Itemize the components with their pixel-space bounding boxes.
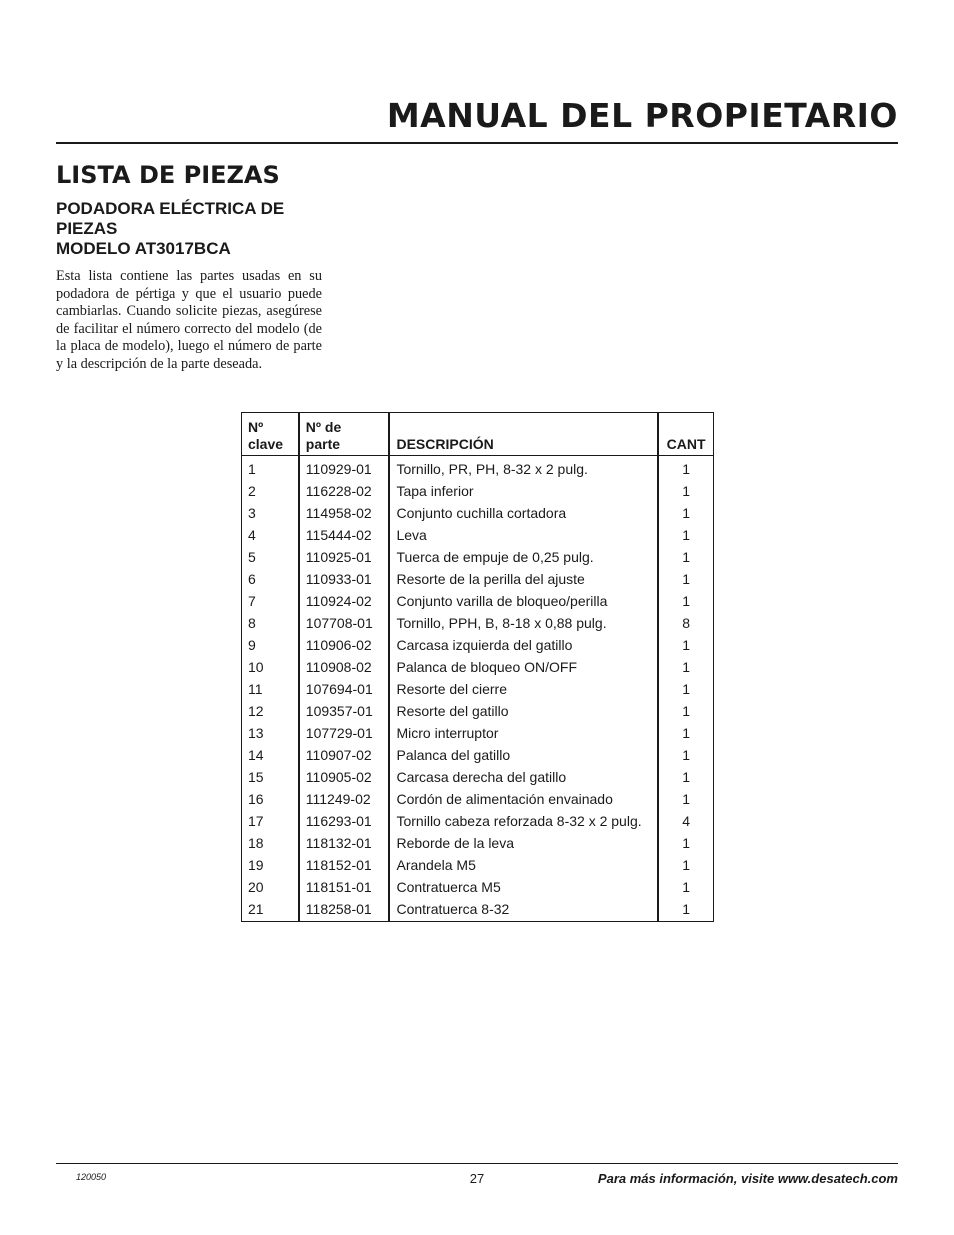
cell-key: 7 xyxy=(248,592,256,609)
cell-description: Resorte de la perilla del ajuste xyxy=(389,568,658,590)
cell-quantity: 1 xyxy=(658,546,713,568)
table-row xyxy=(242,634,714,656)
cell-key: 17 xyxy=(248,813,264,830)
cell-quantity: 1 xyxy=(658,568,713,590)
footer-info: Para más información, visite www.desatech.com xyxy=(597,1171,898,1186)
cell-description: Cordón de alimentación envainado xyxy=(389,789,658,811)
cell-description: Carcasa derecha del gatillo xyxy=(389,767,658,789)
cell-description: Carcasa izquierda del gatillo xyxy=(389,634,658,656)
cell-description: Contratuerca 8-32 xyxy=(389,899,658,922)
cell-description: Leva xyxy=(389,524,658,546)
table-row xyxy=(242,678,714,700)
cell-key: 6 xyxy=(248,570,256,587)
cell-quantity: 1 xyxy=(658,877,713,899)
cell-key: 4 xyxy=(248,526,256,543)
cell-part-number: 116293-01 xyxy=(299,811,390,833)
cell-quantity: 1 xyxy=(658,767,713,789)
cell-quantity: 1 xyxy=(658,789,713,811)
cell-description: Resorte del cierre xyxy=(389,678,658,700)
table-row xyxy=(242,656,714,678)
cell-description: Palanca de bloqueo ON/OFF xyxy=(389,656,658,678)
cell-description: Resorte del gatillo xyxy=(389,701,658,723)
cell-part-number: 118258-01 xyxy=(299,899,390,922)
cell-key: 20 xyxy=(248,879,264,896)
cell-part-number: 110905-02 xyxy=(299,767,390,789)
cell-key: 21 xyxy=(248,901,264,918)
cell-part-number: 110929-01 xyxy=(299,456,390,481)
cell-key: 18 xyxy=(248,835,264,852)
table-row xyxy=(242,789,714,811)
intro-paragraph: Esta lista contiene las partes usadas en su podadora de pértiga y que el usuario puede cambiarlas. Cuando solicite piezas, asegúrese de facilitar el número correcto del modelo (de la placa de modelo), luego el número de parte y la descripción de la parte deseada. xyxy=(56,268,322,372)
cell-part-number: 110924-02 xyxy=(299,590,390,612)
cell-key: 2 xyxy=(248,482,256,499)
table-row xyxy=(242,568,714,590)
cell-description: Palanca del gatillo xyxy=(389,745,658,767)
header-quantity: CANT xyxy=(658,413,713,456)
header-key: Nº clave xyxy=(242,413,299,456)
header-part: Nº de parte xyxy=(299,413,390,456)
cell-key: 11 xyxy=(248,680,263,697)
table-row xyxy=(242,811,714,833)
cell-quantity: 1 xyxy=(658,590,713,612)
footer-rule xyxy=(56,1163,898,1164)
cell-quantity: 1 xyxy=(658,723,713,745)
cell-key: 15 xyxy=(248,769,264,786)
subtitle-model: MODELO AT3017BCA xyxy=(56,239,231,258)
cell-quantity: 1 xyxy=(658,502,713,524)
cell-description: Contratuerca M5 xyxy=(389,877,658,899)
table-row xyxy=(242,855,714,877)
cell-part-number: 115444-02 xyxy=(299,524,390,546)
page-header-title: MANUAL DEL PROPIETARIO xyxy=(386,96,898,135)
cell-part-number: 110906-02 xyxy=(299,634,390,656)
cell-quantity: 4 xyxy=(658,811,713,833)
cell-quantity: 1 xyxy=(658,634,713,656)
cell-part-number: 110925-01 xyxy=(299,546,390,568)
cell-quantity: 1 xyxy=(658,899,713,922)
cell-key: 10 xyxy=(248,658,264,675)
cell-description: Reborde de la leva xyxy=(389,833,658,855)
table-row xyxy=(242,456,714,481)
cell-part-number: 110908-02 xyxy=(299,656,390,678)
cell-description: Tapa inferior xyxy=(389,480,658,502)
cell-part-number: 109357-01 xyxy=(299,701,390,723)
cell-part-number: 118152-01 xyxy=(299,855,390,877)
table-row xyxy=(242,524,714,546)
cell-key: 13 xyxy=(248,725,264,742)
footer-doc-number: 120050 xyxy=(76,1172,107,1182)
cell-quantity: 1 xyxy=(658,678,713,700)
cell-quantity: 8 xyxy=(658,612,713,634)
footer-page-number: 27 xyxy=(469,1171,485,1186)
cell-quantity: 1 xyxy=(658,745,713,767)
cell-description: Tornillo, PR, PH, 8-32 x 2 pulg. xyxy=(389,456,658,481)
cell-part-number: 114958-02 xyxy=(299,502,390,524)
table-row xyxy=(242,899,714,922)
cell-quantity: 1 xyxy=(658,833,713,855)
table-row xyxy=(242,546,714,568)
table-row xyxy=(242,833,714,855)
cell-part-number: 107729-01 xyxy=(299,723,390,745)
cell-description: Tuerca de empuje de 0,25 pulg. xyxy=(389,546,658,568)
cell-part-number: 118151-01 xyxy=(299,877,390,899)
table-row xyxy=(242,767,714,789)
cell-description: Conjunto cuchilla cortadora xyxy=(389,502,658,524)
section-subtitle xyxy=(56,199,321,259)
cell-key: 1 xyxy=(248,460,256,477)
table-row xyxy=(242,590,714,612)
cell-part-number: 118132-01 xyxy=(299,833,390,855)
cell-quantity: 1 xyxy=(658,524,713,546)
cell-quantity: 1 xyxy=(658,656,713,678)
table-row xyxy=(242,701,714,723)
cell-part-number: 111249-02 xyxy=(299,789,390,811)
cell-key: 19 xyxy=(248,857,264,874)
cell-part-number: 110907-02 xyxy=(299,745,390,767)
cell-quantity: 1 xyxy=(658,855,713,877)
section-title: LISTA DE PIEZAS xyxy=(56,161,280,189)
cell-key: 3 xyxy=(248,504,256,521)
cell-part-number: 107694-01 xyxy=(299,678,390,700)
cell-part-number: 107708-01 xyxy=(299,612,390,634)
table-row xyxy=(242,723,714,745)
cell-part-number: 110933-01 xyxy=(299,568,390,590)
subtitle-product: PODADORA ELÉCTRICA DE PIEZAS xyxy=(56,199,285,238)
parts-table xyxy=(241,412,714,922)
cell-key: 16 xyxy=(248,791,264,808)
table-row xyxy=(242,612,714,634)
cell-description: Conjunto varilla de bloqueo/perilla xyxy=(389,590,658,612)
table-row xyxy=(242,502,714,524)
header-rule xyxy=(56,142,898,144)
table-row xyxy=(242,745,714,767)
cell-part-number: 116228-02 xyxy=(299,480,390,502)
parts-table-body xyxy=(242,456,714,922)
cell-description: Arandela M5 xyxy=(389,855,658,877)
cell-description: Tornillo, PPH, B, 8-18 x 0,88 pulg. xyxy=(389,612,658,634)
cell-key: 5 xyxy=(248,548,256,565)
table-header-row xyxy=(242,413,714,456)
cell-key: 8 xyxy=(248,614,256,631)
header-description: DESCRIPCIÓN xyxy=(389,413,658,456)
table-row xyxy=(242,877,714,899)
cell-quantity: 1 xyxy=(658,701,713,723)
cell-key: 14 xyxy=(248,747,264,764)
cell-description: Tornillo cabeza reforzada 8-32 x 2 pulg. xyxy=(389,811,658,833)
cell-quantity: 1 xyxy=(658,480,713,502)
cell-key: 9 xyxy=(248,636,256,653)
cell-quantity: 1 xyxy=(658,456,713,481)
table-row xyxy=(242,480,714,502)
cell-description: Micro interruptor xyxy=(389,723,658,745)
cell-key: 12 xyxy=(248,703,264,720)
